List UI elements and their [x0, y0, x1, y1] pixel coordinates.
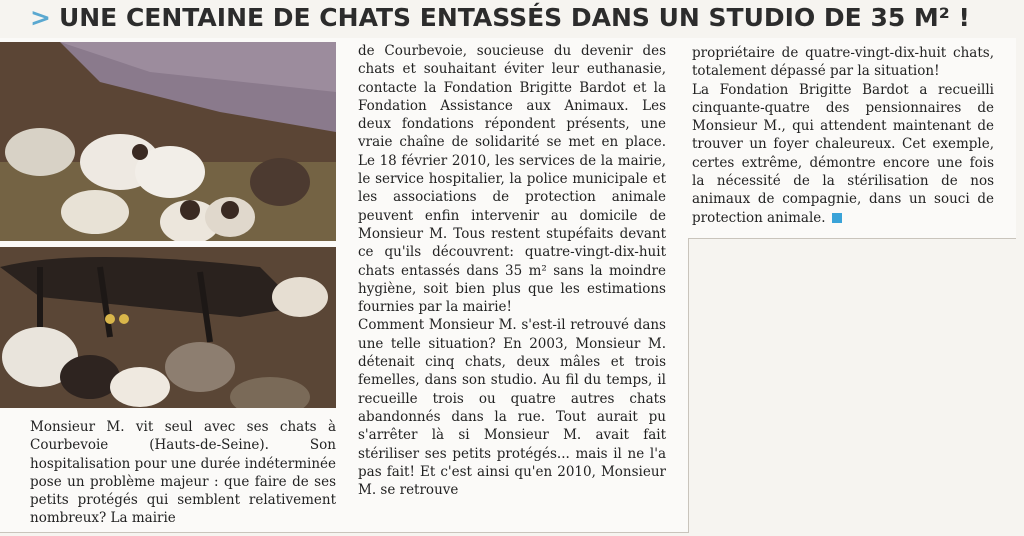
photo-cats-blanket [0, 42, 336, 241]
headline-arrow-icon: > [30, 3, 51, 32]
photo-cats-chair-image [0, 247, 336, 408]
end-of-article-square-icon [832, 213, 842, 223]
photo-cats-chair [0, 247, 336, 408]
column-2-paragraph-2: Comment Monsieur M. s'est-il retrouvé dans une telle situation? En 2003, Monsieur M. détenait cinq chats, deux mâles et trois femelles, dans son studio. Au fil du temps, il recueille trois ou quatre autres chats abandonnés dans la rue. Tout aurait pu s'arrêter là si Monsieur M. avait fait stériliser ses petits protégés... mais il ne l'a pas fait! Et c'est ainsi qu'en 2010, Monsieur M. se retrouve [358, 317, 666, 499]
column-3-paragraph-2: La Fondation Brigitte Bardot a recueilli cinquante-quatre des pensionnaires de Monsieur M., qui attendent maintenant de trouver un foyer chaleureux. Cet exemple, certes extrême, démontre encore une fois la nécessité de la stérilisation de nos animaux de compagnie, dans un souci de protection animale. [692, 81, 994, 226]
column-2 [358, 42, 666, 499]
column-1 [30, 418, 336, 528]
photo-cats-blanket-image [0, 42, 336, 241]
column-3-paragraph-1: propriétaire de quatre-vingt-dix-huit chats, totalement dépassé par la situation! [692, 45, 994, 80]
column-2-paragraph-1: de Courbevoie, soucieuse du devenir des chats et souhaitant éviter leur euthanasie, contacte la Fondation Brigitte Bardot et la Fondation Assistance aux Animaux. Les deux fondations répondent présents, une vraie chaîne de solidarité se met en place. Le 18 février 2010, les services de la mairie, le service hospitalier, la police municipale et les associations de protection animale peuvent enfin intervenir au domicile de Monsieur M. Tous restent stupéfaits devant ce qu'ils découvrent: quatre-vingt-dix-huit chats entassés dans 35 m² sans la moindre hygiène, soit bien plus que les estimations fournies par la mairie! [358, 43, 666, 316]
column-3 [692, 44, 994, 227]
headline [30, 2, 990, 34]
column-1-paragraph: Monsieur M. vit seul avec ses chats à Courbevoie (Hauts-de-Seine). Son hospitalisation pour une durée indéterminée pose un problème majeur : que faire de ses petits protégés qui semblent relativement nombreux? La mairie [30, 419, 336, 527]
headline-text: UNE CENTAINE DE CHATS ENTASSÉS DANS UN STUDIO DE 35 M² ! [58, 3, 970, 32]
